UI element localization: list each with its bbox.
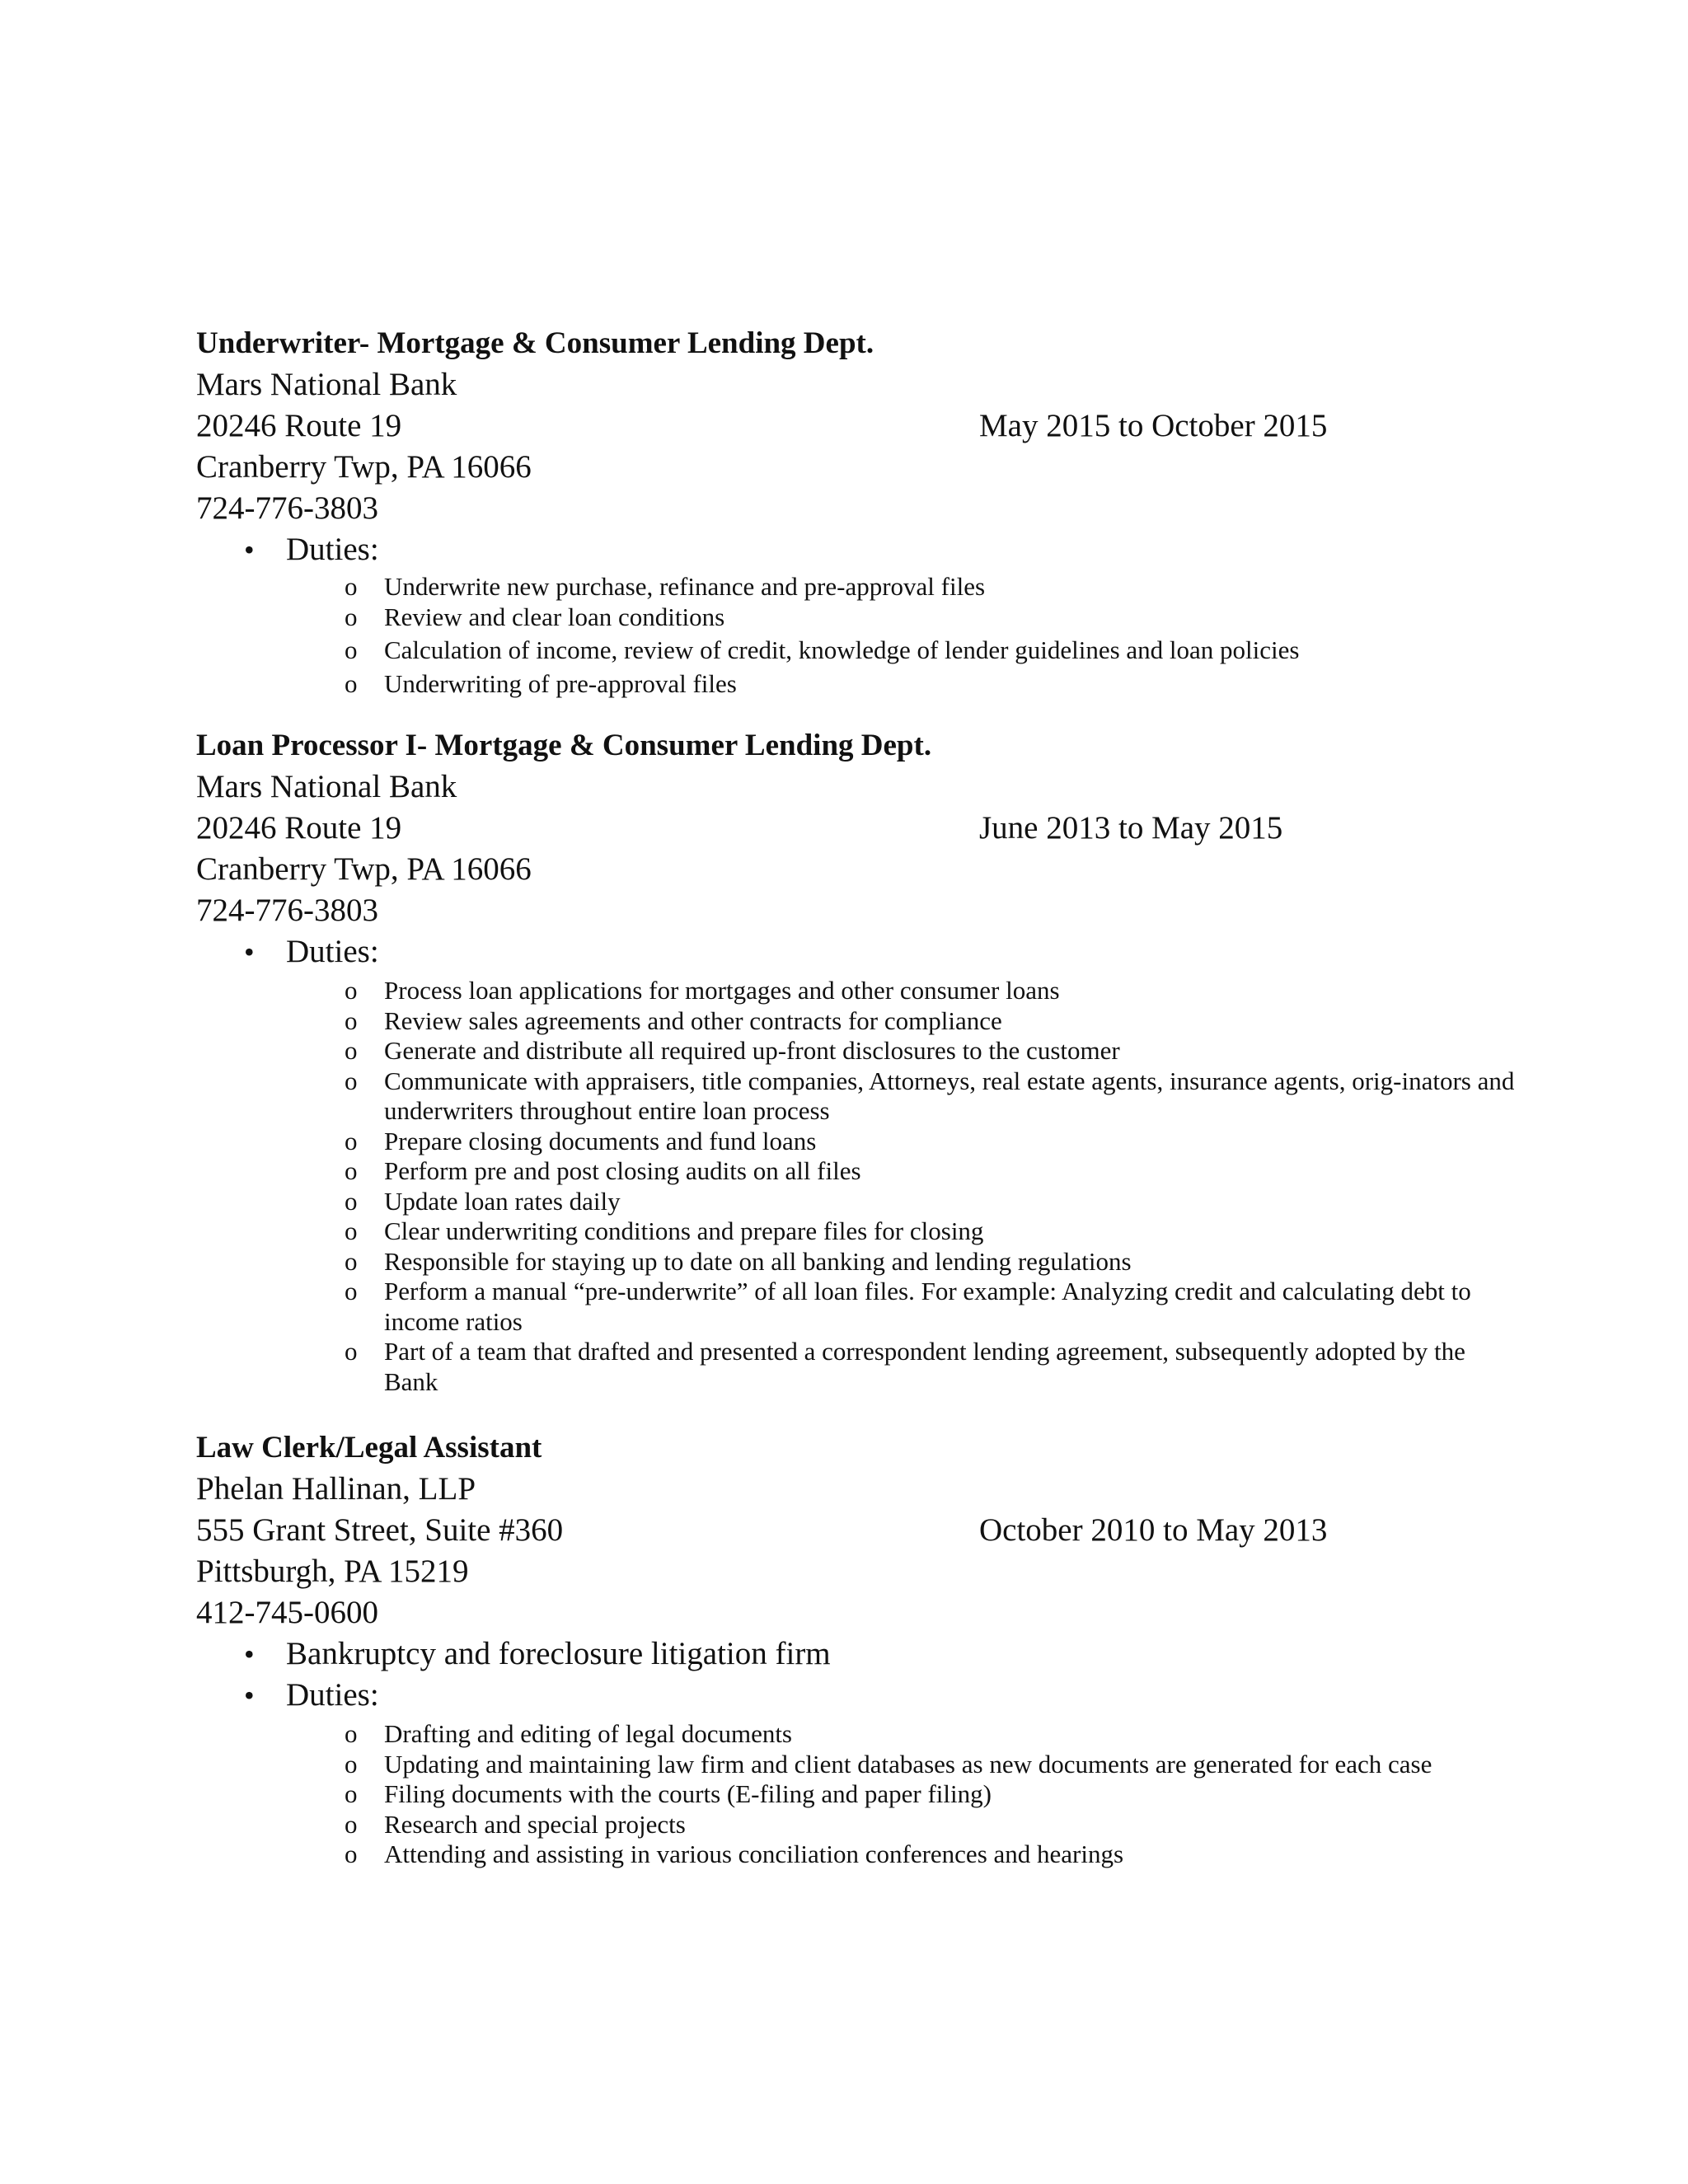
employer-city: Cranberry Twp, PA 16066: [196, 449, 532, 485]
sub-bullet-icon: o: [345, 1719, 358, 1748]
employer-phone: 724-776-3803: [196, 490, 378, 526]
job-title: Loan Processor I- Mortgage & Consumer Lending Dept.: [196, 729, 932, 762]
bullet-list: [196, 1633, 1515, 1716]
sub-bullet-icon: o: [345, 1749, 358, 1779]
bullet-icon: •: [244, 1679, 255, 1712]
duties-list: [196, 572, 1515, 699]
sub-bullet-icon: o: [345, 976, 358, 1005]
duty-text: Calculation of income, review of credit, knowledge of lender guidelines and loan policies: [384, 635, 1300, 664]
sub-bullet-icon: o: [345, 1337, 358, 1366]
bullet-item: [196, 1675, 1515, 1716]
duty-text: Drafting and editing of legal documents: [384, 1719, 793, 1748]
duty-item: [196, 1127, 1522, 1157]
duties-list: [196, 976, 1515, 1397]
employer-address: 555 Grant Street, Suite #360: [196, 1512, 564, 1548]
duty-item: [196, 602, 1522, 633]
duty-text: Communicate with appraisers, title companies, Attorneys, real estate agents, insurance agents, orig-inators and underwriters throughout entire loan process: [384, 1066, 1515, 1125]
sub-bullet-icon: o: [345, 1809, 358, 1839]
duty-text: Generate and distribute all required up-front disclosures to the customer: [384, 1036, 1120, 1065]
sub-bullet-icon: o: [345, 1246, 358, 1276]
bullet-text: Duties:: [286, 532, 379, 567]
employer-city: Cranberry Twp, PA 16066: [196, 851, 532, 887]
bullet-text: Bankruptcy and foreclosure litigation firm: [286, 1636, 831, 1671]
duty-text: Perform pre and post closing audits on all files: [384, 1156, 861, 1185]
duty-text: Review sales agreements and other contracts for compliance: [384, 1005, 1002, 1035]
sub-bullet-icon: o: [345, 1186, 358, 1216]
duties-list: [196, 1719, 1515, 1870]
duty-text: Review and clear loan conditions: [384, 602, 725, 631]
duty-text: Update loan rates daily: [384, 1186, 621, 1216]
duty-item: [196, 1247, 1522, 1277]
bullet-list: [196, 529, 1515, 570]
job-title: Law Clerk/Legal Assistant: [196, 1431, 542, 1465]
employer-phone: 724-776-3803: [196, 893, 378, 928]
bullet-icon: •: [244, 1638, 255, 1671]
duty-text: Perform a manual “pre-underwrite” of all loan files. For example: Analyzing credit and calculating debt to income ratios: [384, 1277, 1471, 1336]
duty-text: Responsible for staying up to date on all banking and lending regulations: [384, 1246, 1132, 1276]
employment-dates: May 2015 to October 2015: [979, 408, 1328, 443]
employer-address-row: [196, 808, 1515, 849]
bullet-text: Duties:: [286, 1677, 379, 1713]
duty-item: [196, 572, 1522, 602]
duty-item: [196, 1779, 1522, 1810]
duty-text: Research and special projects: [384, 1809, 686, 1839]
job-entry-loan-processor: [196, 725, 1515, 1397]
employment-dates: October 2010 to May 2013: [979, 1512, 1328, 1548]
job-entry-law-clerk: [196, 1427, 1515, 1870]
employer-address: 20246 Route 19: [196, 810, 402, 846]
sub-bullet-icon: o: [345, 602, 358, 631]
sub-bullet-icon: o: [345, 1036, 358, 1065]
sub-bullet-icon: o: [345, 1277, 358, 1305]
duty-item: [196, 635, 1522, 666]
bullet-list: [196, 931, 1515, 972]
duty-text: Part of a team that drafted and presented a correspondent lending agreement, subsequently adopted by the Bank: [384, 1337, 1465, 1396]
bullet-item: [196, 529, 1515, 570]
duty-item: [196, 1810, 1522, 1840]
duty-text: Process loan applications for mortgages and other consumer loans: [384, 976, 1060, 1005]
employer-name: Phelan Hallinan, LLP: [196, 1471, 476, 1507]
duty-item: [196, 1840, 1522, 1870]
sub-bullet-icon: o: [345, 1779, 358, 1808]
bullet-item: [196, 931, 1515, 972]
duty-text: Updating and maintaining law firm and client databases as new documents are generated for each case: [384, 1749, 1432, 1779]
sub-bullet-icon: o: [345, 1156, 358, 1185]
duty-item: [196, 1066, 1522, 1127]
duty-text: Attending and assisting in various conciliation conferences and hearings: [384, 1840, 1124, 1868]
bullet-icon: •: [244, 533, 255, 566]
bullet-icon: •: [244, 935, 255, 968]
employer-city: Pittsburgh, PA 15219: [196, 1554, 469, 1589]
sub-bullet-icon: o: [345, 572, 358, 601]
duty-item: [196, 1036, 1522, 1066]
bullet-text: Duties:: [286, 934, 379, 969]
duty-item: [196, 1719, 1522, 1750]
job-title: Underwriter- Mortgage & Consumer Lending Dept.: [196, 326, 874, 360]
duty-item: [196, 1750, 1522, 1780]
duty-item: [196, 1156, 1522, 1187]
sub-bullet-icon: o: [345, 1066, 358, 1095]
duty-item: [196, 1006, 1522, 1037]
duty-text: Clear underwriting conditions and prepare files for closing: [384, 1216, 984, 1245]
duty-text: Underwriting of pre-approval files: [384, 668, 737, 698]
employment-dates: June 2013 to May 2015: [979, 810, 1283, 846]
sub-bullet-icon: o: [345, 1126, 358, 1155]
duty-item: [196, 1337, 1522, 1397]
sub-bullet-icon: o: [345, 1840, 358, 1868]
duty-item: [196, 1187, 1522, 1217]
employer-address-row: [196, 405, 1515, 447]
employer-phone: 412-745-0600: [196, 1595, 378, 1630]
employer-address: 20246 Route 19: [196, 408, 402, 443]
employer-address-row: [196, 1510, 1515, 1551]
duty-text: Underwrite new purchase, refinance and pre-approval files: [384, 572, 986, 601]
sub-bullet-icon: o: [345, 668, 358, 698]
duty-item: [196, 669, 1522, 700]
duty-text: Prepare closing documents and fund loans: [384, 1126, 817, 1155]
duty-item: [196, 976, 1522, 1006]
duty-text: Filing documents with the courts (E-filing and paper filing): [384, 1779, 992, 1808]
duty-item: [196, 1277, 1522, 1337]
sub-bullet-icon: o: [345, 1216, 358, 1245]
job-entry-underwriter: [196, 323, 1515, 699]
employer-name: Mars National Bank: [196, 367, 457, 402]
sub-bullet-icon: o: [345, 635, 358, 664]
employer-name: Mars National Bank: [196, 769, 457, 804]
bullet-item: [196, 1633, 1515, 1675]
sub-bullet-icon: o: [345, 1005, 358, 1035]
duty-item: [196, 1216, 1522, 1247]
